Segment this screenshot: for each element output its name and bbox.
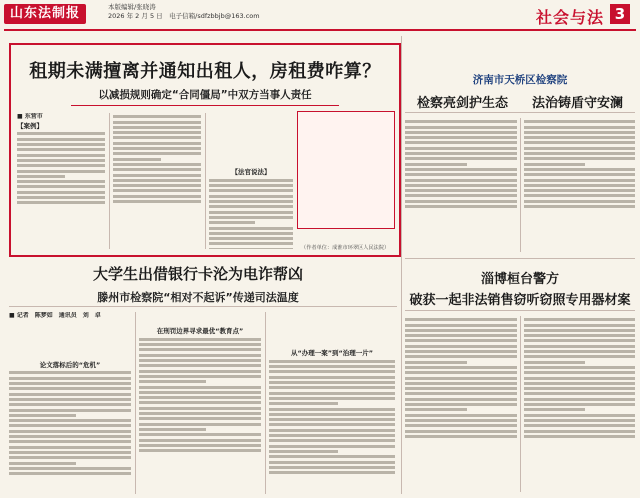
text-line (524, 194, 635, 197)
text-line (139, 348, 261, 351)
text-line (405, 377, 517, 380)
text-line (209, 211, 293, 214)
main-col-2 (113, 113, 201, 249)
right1-title-right: 法治铸盾守安澜 (531, 96, 623, 111)
text-line (9, 414, 76, 417)
right1-col-1 (405, 118, 517, 252)
text-line (139, 396, 261, 399)
text-line (113, 195, 201, 198)
text-line (405, 163, 467, 166)
text-line (269, 376, 395, 379)
text-line (9, 462, 76, 465)
text-line (17, 143, 105, 146)
text-line (524, 200, 635, 203)
text-line (524, 173, 635, 176)
text-line (524, 430, 635, 433)
text-line (139, 428, 206, 431)
text-line (209, 227, 293, 230)
page-number: 3 (610, 4, 630, 24)
text-line (17, 201, 105, 204)
text-line (405, 392, 517, 395)
text-line (139, 417, 261, 420)
text-line (139, 386, 261, 389)
text-line (405, 366, 517, 369)
text-line (139, 439, 261, 442)
text-line (17, 164, 105, 167)
text-line (405, 205, 517, 208)
text-line (9, 430, 131, 433)
text-line (17, 185, 105, 188)
col-divider (135, 312, 136, 494)
text-line (524, 414, 635, 417)
text-line (524, 345, 635, 348)
col-divider (265, 312, 266, 494)
text-line (269, 423, 395, 426)
text-line (405, 157, 517, 160)
text-line (405, 120, 517, 123)
right-article-2 (405, 268, 635, 493)
text-line (17, 191, 105, 194)
text-line (113, 189, 201, 192)
text-line (524, 205, 635, 208)
text-line (405, 324, 517, 327)
text-line (524, 350, 635, 353)
text-line (209, 232, 293, 235)
right1-title-left: 检察亮剑护生态 (416, 96, 508, 111)
text-line (405, 408, 467, 411)
text-line (405, 179, 517, 182)
text-line (113, 126, 201, 129)
text-line (405, 329, 517, 332)
text-line (524, 179, 635, 182)
second-subhead: 滕州市检察院“相对不起诉”传递司法温度 (97, 291, 299, 304)
text-line (269, 466, 395, 469)
main-subhead: 以减损规则确定“合同僵局”中双方当事人责任 (98, 89, 312, 101)
text-line (113, 163, 201, 166)
text-line (524, 403, 635, 406)
text-line (405, 136, 517, 139)
right2-title-2: 破获一起非法销售窃听窃照专用器材案 (409, 293, 631, 308)
text-line (405, 387, 517, 390)
second-col-1 (9, 312, 131, 494)
text-line (17, 132, 105, 135)
editor-line: 本版编辑/张晓涛 (108, 3, 156, 11)
text-line (209, 189, 293, 192)
text-line (139, 391, 261, 394)
text-line (113, 115, 201, 118)
subhead-rule (71, 105, 339, 106)
text-line (209, 184, 293, 187)
right-separator (405, 258, 635, 259)
text-line (524, 147, 635, 150)
text-line (209, 216, 293, 219)
text-line (524, 361, 585, 364)
text-line (9, 377, 131, 380)
section-heading-2: 在刑罚边界寻求最优“教育点” (156, 327, 244, 335)
text-line (405, 355, 517, 358)
text-line (113, 168, 201, 171)
right1-rule (405, 112, 635, 113)
text-line (405, 318, 517, 321)
text-line (139, 370, 261, 373)
text-line (9, 419, 131, 422)
second-col-2 (139, 312, 261, 494)
text-line (209, 200, 293, 203)
masthead-meta (108, 3, 260, 21)
text-line (524, 334, 635, 337)
text-line (405, 189, 517, 192)
date-email-line: 2026 年 2 月 5 日 电子信箱/sdfzbbjb@163.com (108, 12, 260, 20)
text-line (269, 381, 395, 384)
main-headline: 租期未满擅离并通知出租人，房租费咋算？ (29, 61, 381, 82)
text-line (524, 163, 585, 166)
text-line (17, 196, 105, 199)
text-line (209, 242, 293, 245)
text-line (209, 195, 293, 198)
text-line (113, 142, 201, 145)
text-line (9, 435, 131, 438)
text-line (139, 380, 206, 383)
text-line (269, 461, 395, 464)
text-line (524, 419, 635, 422)
text-line (9, 393, 131, 396)
text-line (139, 354, 261, 357)
text-line (17, 148, 105, 151)
text-line (524, 168, 635, 171)
text-line (524, 398, 635, 401)
text-line (405, 430, 517, 433)
text-line (405, 382, 517, 385)
text-line (9, 451, 131, 454)
text-line (524, 318, 635, 321)
col-divider (520, 316, 521, 492)
text-line (139, 359, 261, 362)
text-line (9, 382, 131, 385)
text-line (524, 377, 635, 380)
text-line (269, 471, 395, 474)
right1-kicker: 济南市天桥区检察院 (472, 74, 568, 86)
text-line (113, 131, 201, 134)
text-line (9, 446, 131, 449)
text-line (269, 408, 395, 411)
right-article-1 (405, 40, 635, 252)
text-line (524, 435, 635, 438)
masthead (0, 0, 640, 30)
text-line (113, 179, 201, 182)
text-line (524, 366, 635, 369)
text-line (524, 120, 635, 123)
text-line (405, 200, 517, 203)
text-line (405, 435, 517, 438)
text-line (405, 131, 517, 134)
text-line (405, 339, 517, 342)
text-line (113, 152, 201, 155)
text-line (405, 184, 517, 187)
right2-col-2 (524, 316, 635, 492)
text-line (9, 409, 131, 412)
text-line (524, 141, 635, 144)
second-rule (9, 306, 397, 307)
text-line (17, 180, 105, 183)
text-line (139, 401, 261, 404)
text-line (139, 433, 261, 436)
text-line (405, 126, 517, 129)
text-line (405, 424, 517, 427)
text-line (9, 424, 131, 427)
text-line (9, 398, 131, 401)
text-line (405, 334, 517, 337)
text-line (209, 179, 293, 182)
text-line (524, 387, 635, 390)
text-line (405, 419, 517, 422)
text-line (17, 159, 105, 162)
text-line (9, 371, 131, 374)
text-line (139, 407, 261, 410)
text-line (9, 403, 131, 406)
text-line (139, 375, 261, 378)
text-line (269, 418, 395, 421)
text-line (524, 131, 635, 134)
text-line (405, 141, 517, 144)
section-heading-1: 论文落标后的“危机” (39, 360, 101, 369)
text-line (9, 456, 131, 459)
text-line (524, 392, 635, 395)
text-line (209, 237, 293, 240)
text-line (524, 157, 635, 160)
text-line (269, 402, 338, 405)
text-line (269, 365, 395, 368)
col-divider (109, 113, 110, 249)
text-line (405, 398, 517, 401)
text-line (17, 154, 105, 157)
text-line (209, 205, 293, 208)
text-line (524, 136, 635, 139)
author-unit: （作者单位：成淮市环翠区人民法院） (301, 245, 390, 251)
main-col-1 (17, 113, 105, 249)
text-line (524, 424, 635, 427)
text-line (139, 449, 261, 452)
text-line (209, 221, 255, 224)
text-line (9, 472, 131, 475)
section-title: 社会与法 (535, 8, 604, 27)
text-line (524, 408, 585, 411)
col-divider (520, 118, 521, 252)
text-line (113, 158, 161, 161)
text-line (269, 392, 395, 395)
text-line (405, 345, 517, 348)
judge-says-heading: 【法官说法】 (231, 168, 271, 176)
text-line (524, 184, 635, 187)
highlight-quote-box (297, 111, 395, 229)
text-line (524, 152, 635, 155)
masthead-rule (4, 29, 636, 31)
right1-col-2 (524, 118, 635, 252)
text-line (17, 175, 65, 178)
text-line (524, 339, 635, 342)
page-column-divider (401, 36, 402, 494)
right2-rule (405, 310, 635, 311)
col-divider (205, 113, 206, 249)
text-line (524, 382, 635, 385)
text-line (405, 194, 517, 197)
text-line (405, 350, 517, 353)
text-line (113, 174, 201, 177)
text-line (524, 189, 635, 192)
second-col-3 (269, 312, 395, 494)
text-line (524, 355, 635, 358)
text-line (269, 429, 395, 432)
text-line (139, 338, 261, 341)
text-line (139, 343, 261, 346)
text-line (524, 126, 635, 129)
text-line (269, 413, 395, 416)
text-line (9, 387, 131, 390)
text-line (113, 136, 201, 139)
right2-col-1 (405, 316, 517, 492)
text-line (405, 371, 517, 374)
text-line (209, 248, 293, 249)
text-line (113, 121, 201, 124)
second-byline: ■ 记者 陈梦如 通讯员 刘 卓 (9, 312, 101, 319)
text-line (405, 414, 517, 417)
text-line (139, 412, 261, 415)
text-line (17, 170, 105, 173)
text-line (269, 397, 395, 400)
text-line (9, 467, 131, 470)
main-byline: ■ 东营市 (17, 113, 43, 120)
text-line (405, 173, 517, 176)
text-line (405, 147, 517, 150)
text-line (113, 147, 201, 150)
case-heading: 【案例】 (17, 121, 43, 130)
text-line (524, 324, 635, 327)
text-line (269, 360, 395, 363)
text-line (9, 440, 131, 443)
text-line (139, 364, 261, 367)
text-line (405, 361, 467, 364)
newspaper-logo: 山东法制报 (4, 4, 86, 24)
text-line (269, 455, 395, 458)
text-line (139, 423, 261, 426)
main-col-3 (209, 113, 293, 249)
text-line (269, 370, 395, 373)
text-line (269, 439, 395, 442)
text-line (405, 403, 517, 406)
text-line (17, 138, 105, 141)
text-line (269, 450, 338, 453)
second-headline: 大学生出借银行卡沦为电诈帮凶 (92, 265, 303, 283)
text-line (524, 329, 635, 332)
text-line (139, 444, 261, 447)
text-line (113, 184, 201, 187)
section-heading-3: 从“办理一案”到“治理一片” (290, 349, 374, 357)
right2-title-1: 淄博桓台警方 (480, 272, 559, 287)
text-line (405, 168, 517, 171)
text-line (269, 445, 395, 448)
text-line (405, 152, 517, 155)
main-article-box (9, 43, 401, 257)
text-line (113, 200, 201, 203)
text-line (524, 371, 635, 374)
text-line (269, 434, 395, 437)
text-line (269, 386, 395, 389)
